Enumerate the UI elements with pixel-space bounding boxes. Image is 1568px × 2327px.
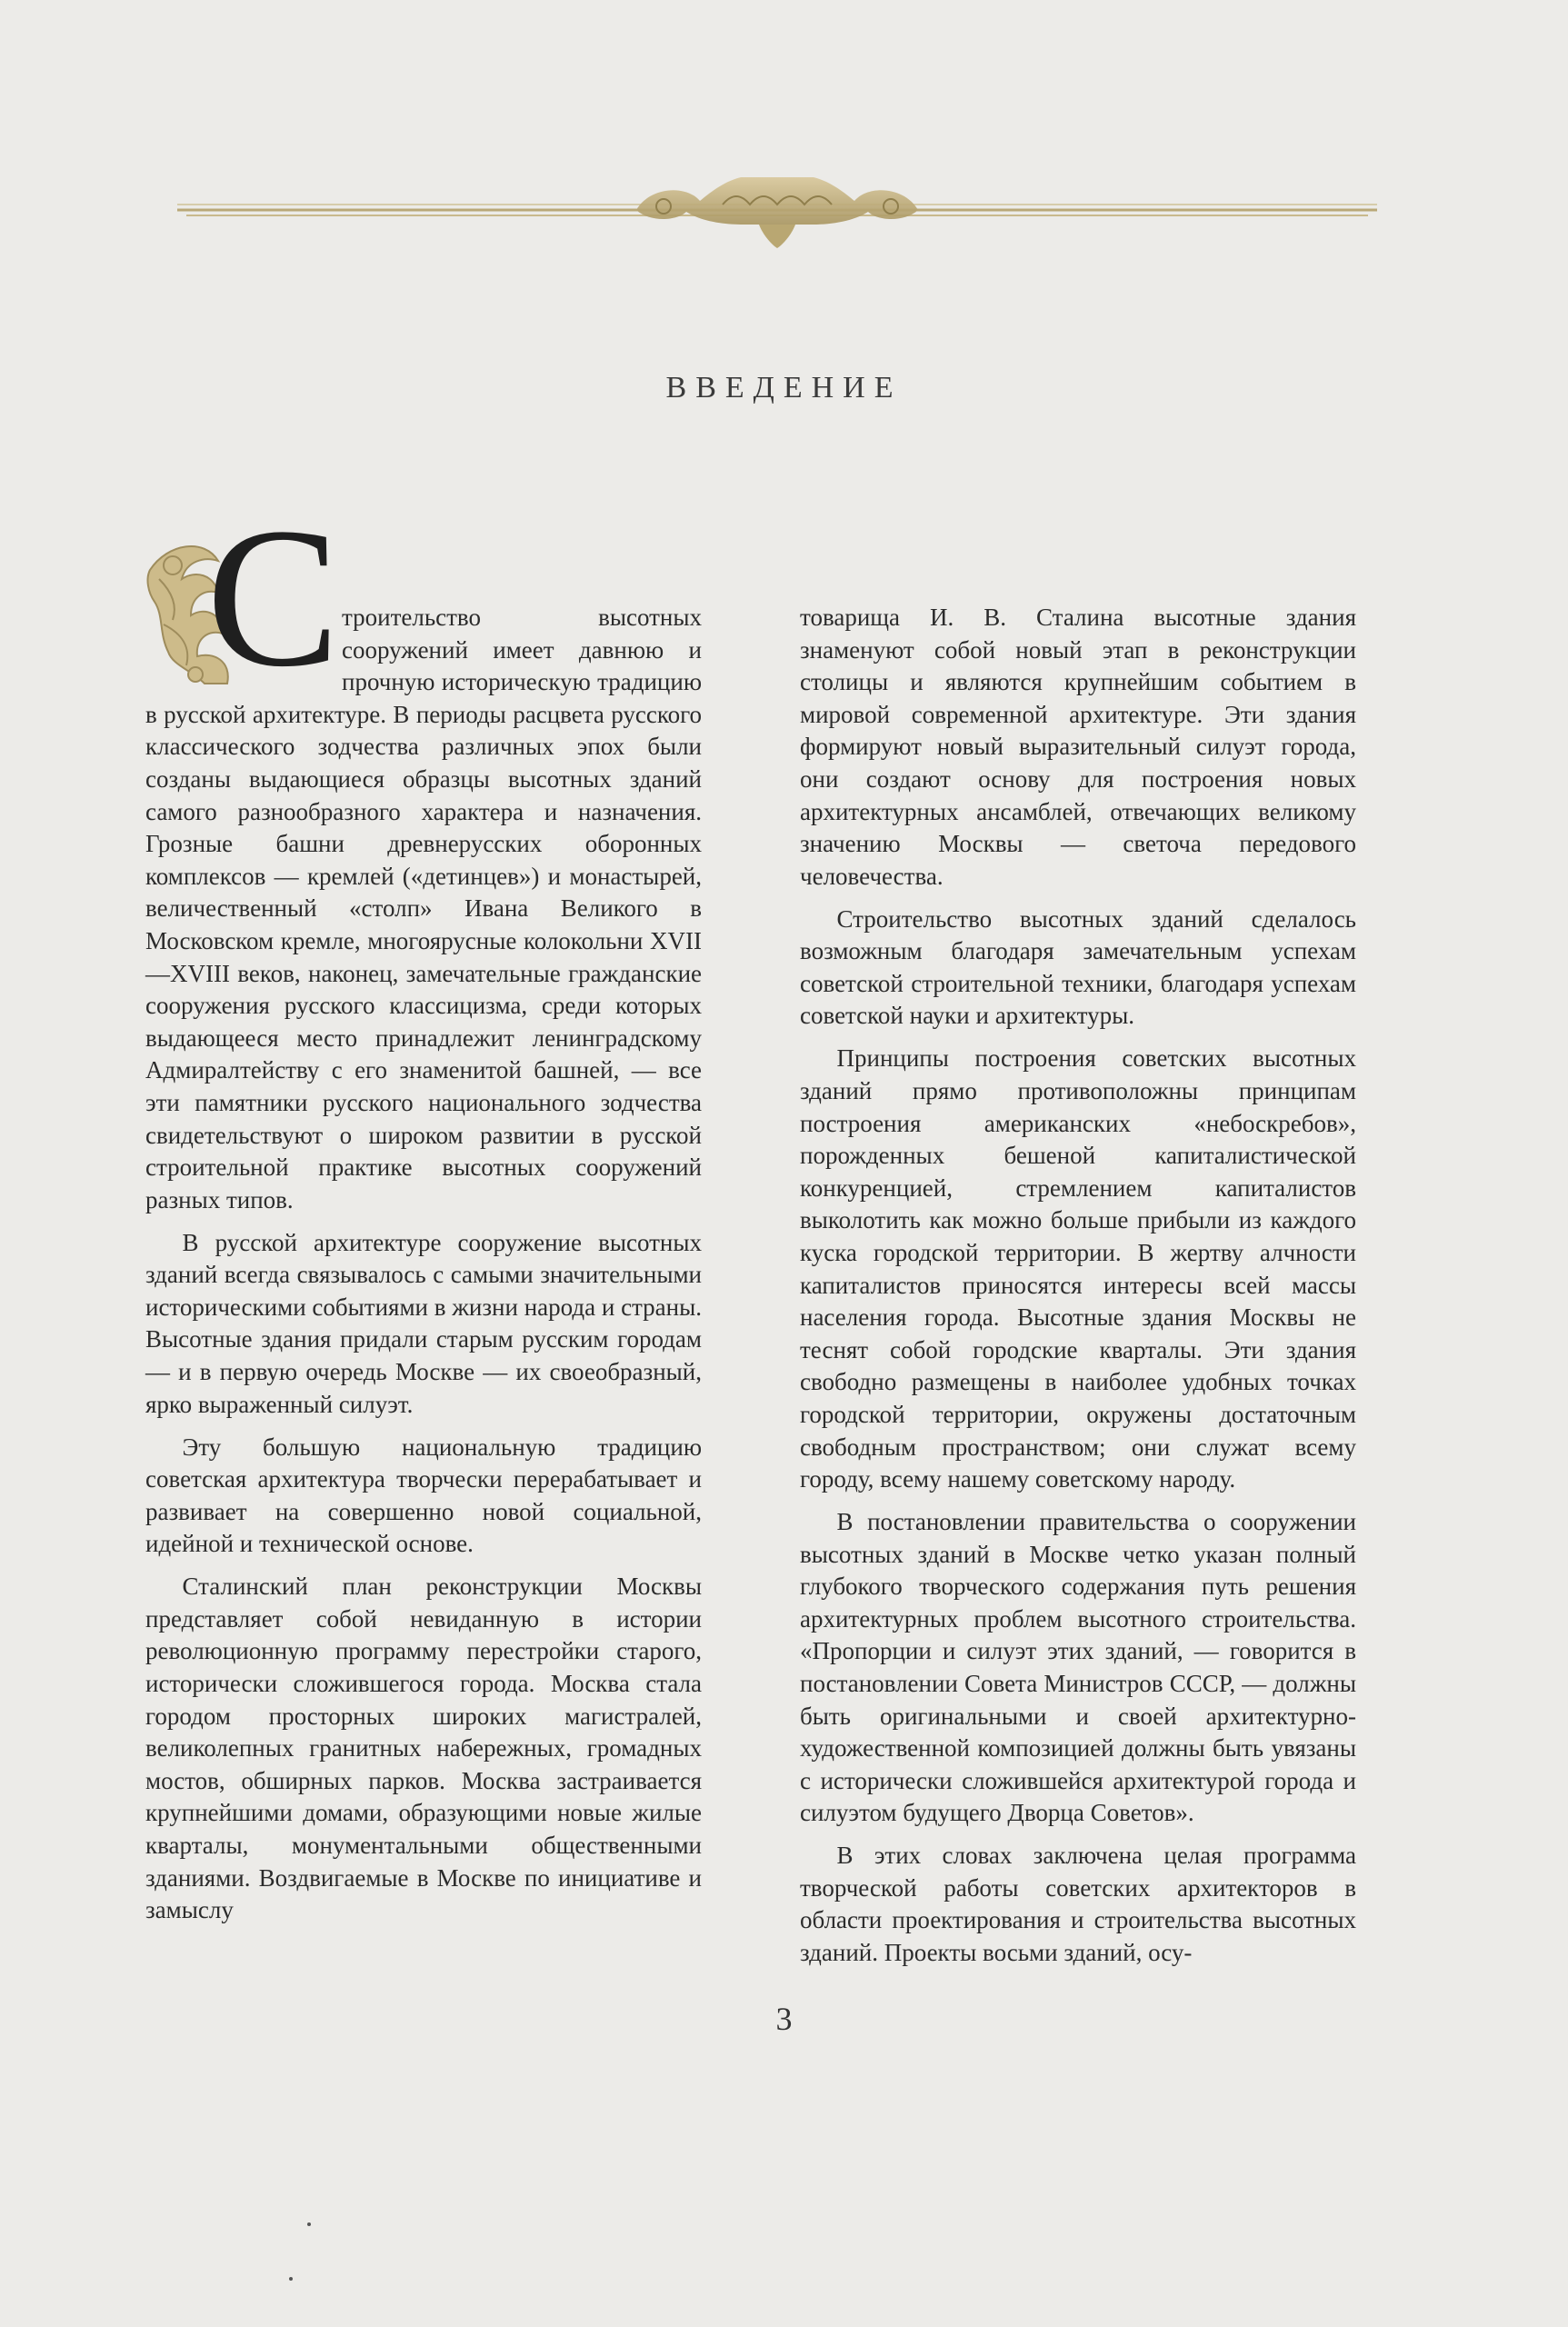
paragraph: товарища И. В. Сталина высотные здания знаменуют собой новый этап в реконструкции столицы и являются крупнейшим событием в мировой современной архитектуре. Эти здания формируют новый выразительный силуэт города, они создают основу для построения новых архитектурных ансамблей, отвечающих великому значению Москвы — светоча передового человечества. [800, 604, 1356, 890]
paper-speck [289, 2277, 293, 2281]
header-ornament [177, 168, 1377, 250]
paragraph: Сталинский план реконструкции Москвы представляет собой невиданную в истории революционную программу перестройки старого, исторически сложившегося города. Москва стала городом просторных широких магистралей, великолепных гранитных набережных, громадных мостов, обширных парков. Москва застраивается крупнейшими домами, образующими новые жилые кварталы, монументальными общественными зданиями. Воздвигаемые в Москве по инициативе и замыслу [145, 1573, 702, 1924]
paragraph: С троительство высотных сооружений имеет давнюю и прочную историческую традицию в русской архитектуре. В периоды расцвета русского классического зодчества различных эпох были созданы выдающиеся образцы высотных зданий самого разнообразного характера и назначения. Грозные башни древнерусских оборонных комплексов — кремлей («детинцев») и монастырей, величественный «столп» Ивана Великого в Московском кремле, многоярусные колокольни XVII—XVIII веков, наконец, замечательные гражданские сооружения русского классицизма, среди которых выдающееся место принадлежит ленинградскому Адмиралтейству с его знаменитой башней, — все эти памятники русского национального зодчества свидетельствуют о широком развитии в русской строительной практике высотных сооружений разных типов. [145, 602, 702, 1216]
paragraph: В русской архитектуре сооружение высотных зданий всегда связывалось с самыми значительными историческими событиями в жизни народа и страны. Высотные здания придали старым русским городам — и в первую очередь Москве — их своеобразный, ярко выраженный силуэт. [145, 1228, 702, 1418]
paragraph: Принципы построения советских высотных зданий прямо противоположны принципам построения американских «небоскребов», порожденных бешеной капиталистической конкуренцией, стремлением капиталистов выколотить как можно больше прибыли из каждого куска городской территории. В жертву алчности капиталистов приносятся интересы всей массы населения города. Высотные здания Москвы не теснят собой городские кварталы. Эти здания свободно размещены в наиболее удобных точках городской территории, окружены достаточным свободным пространством; они служат всему городу, всему нашему советскому народу. [800, 1044, 1356, 1493]
paragraph: В постановлении правительства о сооружении высотных зданий в Москве четко указан полный глубокого творческого содержания путь решения архитектурных проблем высотного строительства. «Пропорции и силуэт этих зданий, — говорится в постановлении Совета Министров СССР, — должны быть оригинальными и своей архитектурно-художественной композицией должны быть увязаны с исторически сложившейся архитектурой города и силуэтом будущего Дворца Советов». [800, 1508, 1356, 1827]
dropcap-letter: С [206, 486, 340, 708]
right-column [800, 602, 1356, 1980]
paragraph: В этих словах заключена целая программа творческой работы советских архитекторов в области проектирования и строительства высотных зданий. Проекты восьми зданий, осу- [800, 1842, 1356, 1967]
paragraph: Строительство высотных зданий сделалось возможным благодаря замечательным успехам советской строительной техники, благодаря успехам советской науки и архитектуры. [800, 904, 1356, 1030]
page-title: ВВЕДЕНИЕ [665, 371, 903, 404]
paragraph: Эту большую национальную традицию советская архитектура творчески перерабатывает и развивает на совершенно новой социальной, идейной и технической основе. [145, 1433, 702, 1558]
paper-speck [307, 2222, 311, 2226]
dropcap [141, 486, 340, 708]
page-number: 3 [775, 2001, 793, 2037]
left-column [145, 486, 702, 1937]
